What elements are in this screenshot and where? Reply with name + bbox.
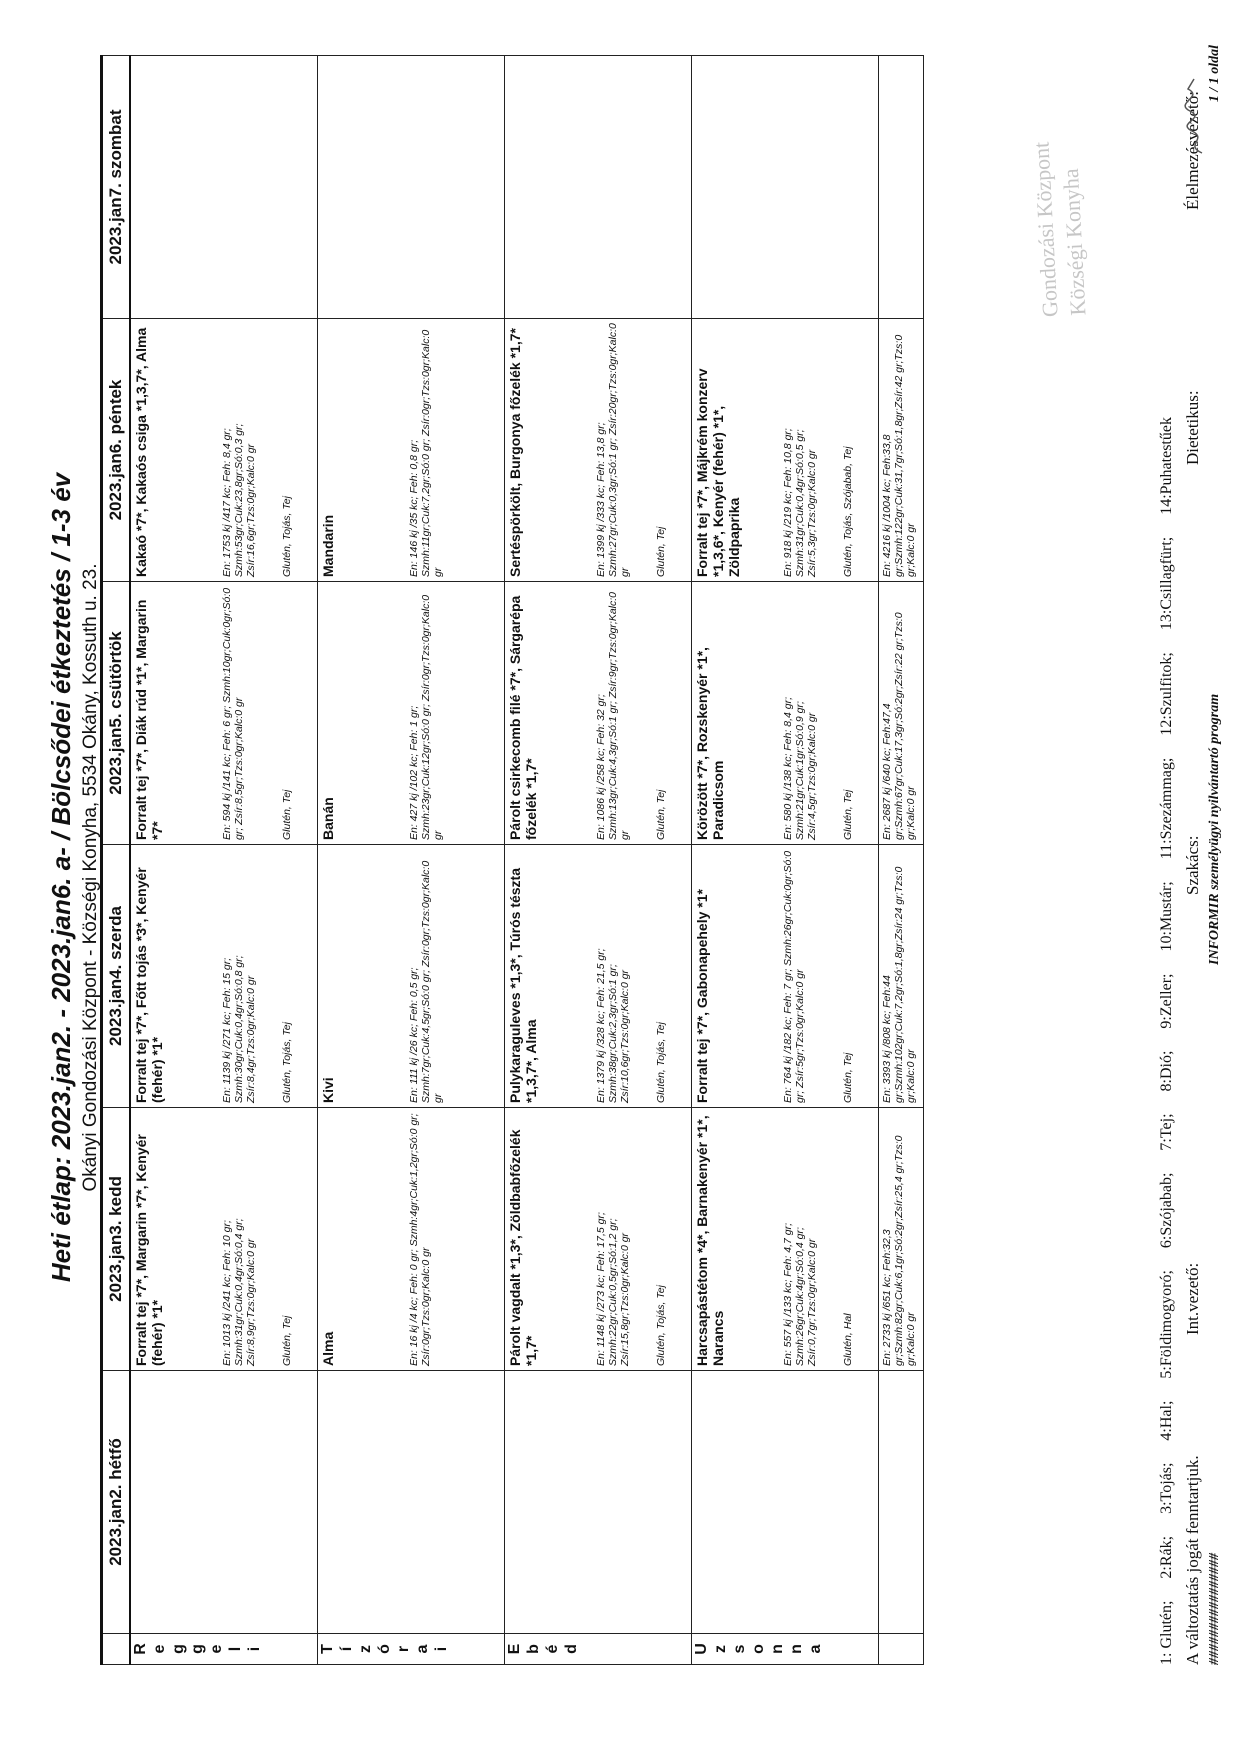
stamp-line: Gondozási Központ [1028,141,1063,318]
allergen-legend-item: 12:Szulfitok; [1158,652,1175,736]
meal-label-letter: ó [376,1644,393,1654]
daily-total-cell [879,582,924,845]
allergen-list: Glutén, Tojás, Tej [281,496,293,577]
menu-cell [692,1108,879,1371]
daily-total-cell [879,845,924,1108]
menu-cell [505,582,692,845]
daily-total-cell [879,1108,924,1371]
dish-name: Kakaó *7*, Kakaós csiga *1,3,7*, Alma [133,327,149,577]
nutrition-info: En: 1753 kj /417 kc; Feh: 8,4 gr; Szmh:53gr;Cuk:23,8gr;Só:0,3 gr; Zsír:16,6gr;Tzs:0gr;Kalc:0 gr [221,423,257,577]
allergen-list: Glutén, Tojás, Tej [281,1022,293,1103]
meal-row [130,56,318,1665]
nutrition-info: En: 1139 kj /271 kc; Feh: 15 gr; Szmh:30gr;Cuk:0,4gr;Só:0,8 gr; Zsír:8,4gr;Tzs:0gr;Kalc:0 gr [221,955,257,1103]
allergen-legend [1158,45,1176,1665]
totals-row [879,56,924,1665]
meal-label-letter: E [506,1643,523,1655]
meal-label-letter: o [750,1644,767,1654]
nutrition-info: En: 557 kj /133 kc; Feh: 4,7 gr; Szmh:26gr;Cuk:4gr;Só:0,4 gr; Zsír:0,7gr;Tzs:0gr;Kalc:0 gr [782,1223,818,1366]
meal-label-letter: a [414,1644,431,1654]
menu-cell [130,845,318,1108]
dish-name: Banán [320,797,336,840]
daily-total: En: 4216 kj /1004 kc; Feh:33,8 gr;Szmh:122gr;Cuk:31,7gr;Só:1,8gr;Zsír:42 gr;Tzs:0 gr;Kalc:0 gr [881,334,917,577]
nutrition-info: En: 1379 kj /328 kc; Feh: 21,5 gr; Szmh:38gr;Cuk:2,3gr;Só:1 gr; Zsír:10,6gr;Tzs:0gr;Kalc:0 gr [595,948,631,1103]
meal-label-letter: a [807,1644,824,1654]
nutrition-info: En: 111 kj /26 kc; Feh: 0,5 gr; Szmh:7gr;Cuk:4,5gr;Só:0 gr; Zsír:0gr;Tzs:0gr;Kalc:0 gr [408,860,444,1103]
allergen-list: Glutén, Tej [281,789,293,840]
allergen-legend-item: 9:Zeller; [1158,973,1175,1029]
allergen-list: Glutén, Tej [281,1315,293,1366]
menu-cell [692,1371,879,1634]
day-header: 2023.jan2. hétfő [102,1371,131,1634]
menu-cell [505,1371,692,1634]
allergen-legend-item: 11:Szezámmag; [1158,757,1175,860]
allergen-list: Glutén, Tojás, Tej [655,1285,667,1366]
nutrition-info: En: 1148 kj /273 kc; Feh: 17,5 gr; Szmh:22gr;Cuk:0,5gr;Só:1,2 gr; Zsír:15,8gr;Tzs:0gr;Kalc:0 gr [595,1212,631,1366]
nutrition-info: En: 427 kj /102 kc; Feh: 1 gr; Szmh:23gr;Cuk:12gr;Só:0 gr; Zsír:0gr;Tzs:0gr;Kalc:0 gr [408,594,444,840]
menu-cell [130,56,318,319]
meal-label-letter: é [544,1644,561,1654]
menu-cell [505,319,692,582]
dish-name: Párolt vagdalt *1,3*, Zöldbabfőzelék *1,7* [507,1129,539,1366]
meal-label [692,1634,879,1665]
menu-cell [318,845,505,1108]
meal-label-letter: e [208,1644,225,1654]
dish-name: Kivi [320,1077,336,1103]
dish-name: Körözött *7*, Rozskenyér *1*, Paradicsom [694,647,726,840]
day-header: 2023.jan7. szombat [102,56,131,319]
menu-cell [318,56,505,319]
daily-total [879,56,883,318]
day-header: 2023.jan4. szerda [102,845,131,1108]
dish-name: Harcsapástétom *4*, Barnakenyér *1*, Narancs [694,1115,726,1366]
menu-cell [130,582,318,845]
meal-label-letter: U [693,1643,710,1655]
meal-label-letter: T [319,1644,336,1654]
meal-label [318,1634,505,1665]
elelmezesvezeto-label: Élelmezésvezető: [1183,91,1202,210]
dish-name: Pulykaraguleves *1,3*, Túrós tészta *1,3,7*, Alma [507,868,539,1103]
day-header-row [102,56,131,1665]
totals-label-cell [879,1634,924,1665]
allergen-list: Glutén, Tej [655,789,667,840]
menu-cell [692,319,879,582]
menu-cell [318,1108,505,1371]
meal-label-letter: g [170,1644,187,1654]
stamp-line: Községi Konyha [1057,167,1091,317]
allergen-legend-item: 4:Hal; [1158,1400,1175,1441]
meal-label-letter: e [151,1644,168,1654]
change-note: A változtatás jogát fenntartjuk. [1183,1455,1202,1665]
nutrition-info: En: 918 kj /219 kc; Feh: 10,8 gr; Szmh:31gr;Cuk:0,4gr;Só:0,5 gr; Zsír:5,3gr;Tzs:0gr;Kalc:0 gr [782,428,818,577]
meal-label-letter: l [227,1646,244,1652]
page-number: 1 / 1 oldal [1207,45,1222,103]
nutrition-info: En: 1086 kj /258 kc; Feh: 32 gr; Szmh:13gr;Cuk:4,3gr;Só:1 gr; Zsír:9gr;Tzs:0gr;Kalc:0 gr [595,591,631,840]
allergen-legend-item: 7:Tej; [1158,1113,1175,1151]
dish-name: Mandarin [320,514,336,577]
meal-label-letter: s [731,1644,748,1654]
allergen-list: Glutén, Tej [655,526,667,577]
dish-name: Forralt tej *7*, Diák rúd *1*, Margarin *7* [133,599,165,840]
meal-label-letter: z [712,1645,729,1653]
meal-label [505,1634,692,1665]
allergen-list: Glutén, Tej [842,1052,854,1103]
nutrition-info: En: 580 kj /138 kc; Feh: 8,4 gr; Szmh:21gr;Cuk:1gr;Só:0,9 gr; Zsír:4,5gr;Tzs:0gr;Kalc:0 gr [782,697,818,840]
allergen-list: Glutén, Tojás, Tej [655,1022,667,1103]
meal-label-letter: n [788,1644,805,1654]
daily-total: En: 2687 kj /640 kc; Feh:47,4 gr;Szmh:67gr;Cuk:17,3gr;Só:2gr;Zsír:22 gr;Tzs:0 gr;Kalc:0 gr [881,612,917,840]
meal-label-letter: R [132,1643,149,1655]
meal-row [505,56,692,1665]
menu-cell [505,845,692,1108]
menu-cell [505,1108,692,1371]
allergen-legend-item: 10:Mustár; [1158,881,1175,952]
allergen-list: Glutén, Hal [842,1313,854,1366]
menu-cell [130,1108,318,1371]
nutrition-info: En: 16 kj /4 kc; Feh: 0 gr; Szmh:4gr;Cuk:1,2gr;Só:0 gr; Zsír:0gr;Tzs:0gr;Kalc:0 gr [408,1113,432,1366]
allergen-legend-item: 13:Csillagfürt; [1158,536,1175,631]
meal-label-letter: r [395,1645,412,1653]
daily-total-cell [879,1371,924,1634]
menu-cell [130,319,318,582]
allergen-list: Glutén, Tojás, Szójabab, Tej [842,446,854,577]
corner-cell [102,1634,131,1665]
institution-stamp [1024,62,1147,317]
menu-body [130,56,924,1665]
meal-row [692,56,879,1665]
menu-cell [318,582,505,845]
allergen-legend-item: 5:Földimogyoró; [1158,1270,1175,1379]
nutrition-info: En: 146 kj /35 kc; Feh: 0,8 gr; Szmh:11gr;Cuk:7,2gr;Só:0 gr; Zsír:0gr;Tzs:0gr;Kalc:0 gr [408,329,444,577]
meal-label-letter: i [246,1646,263,1652]
dish-name: Párolt csirkecomb filé *7*, Sárgarépa főzelék *1,7* [507,595,539,840]
weekly-menu-table [100,55,924,1665]
program-name: INFORMIR személyügyi nyilvántartó program [1207,693,1222,965]
nutrition-info: En: 594 kj /141 kc; Feh: 6 gr; Szmh:10gr;Cuk:0gr;Só:0 gr; Zsír:8,5gr;Tzs:0gr;Kalc:0 gr [221,587,245,840]
nutrition-info: En: 764 kj /182 kc; Feh: 7 gr; Szmh:26gr;Cuk:0gr;Só:0 gr; Zsír:5gr;Tzs:0gr;Kalc:0 gr [782,850,806,1103]
hash-marks: ################ [1207,1553,1222,1665]
menu-cell [692,56,879,319]
daily-total-cell [879,56,924,319]
page-title: Heti étlap: 2023.jan2. - 2023.jan6. a- / Bölcsődei étkeztetés / 1-3 év [46,472,76,1283]
nutrition-info: En: 1013 kj /241 kc; Feh: 10 gr; Szmh:31gr;Cuk:0,4gr;Só:0,4 gr; Zsír:8,9gr;Tzs:0gr;Kalc:0 gr [221,1218,257,1366]
meal-label [130,1634,318,1665]
dish-name: Forralt tej *7*, Főtt tojás *3*, Kenyér (fehér) *1* [133,867,165,1103]
dish-name: Forralt tej *7*, Gabonapehely *1* [694,889,710,1103]
allergen-legend-item: 3:Tojás; [1158,1462,1175,1514]
menu-cell [130,1371,318,1634]
menu-cell [505,56,692,319]
meal-label-letter: í [338,1646,355,1652]
daily-total: En: 2733 kj /651 kc; Feh:32,3 gr;Szmh:82gr;Cuk:6,1gr;Só:2gr;Zsír:25,4 gr;Tzs:0 gr;Kalc:0 gr [881,1135,917,1366]
meal-label-letter: d [563,1644,580,1654]
allergen-legend-item: 2:Rák; [1158,1535,1175,1579]
meal-label-letter: i [433,1646,450,1652]
meal-label-letter: g [189,1644,206,1654]
daily-total-cell [879,319,924,582]
allergen-list: Glutén, Tej [842,789,854,840]
menu-cell [318,319,505,582]
day-header: 2023.jan5. csütörtök [102,582,131,845]
day-header: 2023.jan6. péntek [102,319,131,582]
int-vezeto-label: Int.vezető: [1183,1262,1202,1335]
dietetikus-label: Dietetikus: [1183,390,1202,465]
dish-name: Sertéspörkölt, Burgonya főzelék *1,7* [507,328,523,577]
allergen-legend-item: 1: Glutén; [1158,1600,1175,1665]
menu-cell [692,845,879,1108]
dish-name: Forralt tej *7*, Margarin *7*, Kenyér (fehér) *1* [133,1134,165,1366]
meal-label-letter: z [357,1645,374,1653]
signature-scribble [1180,75,1210,155]
allergen-legend-item: 8:Dió; [1158,1050,1175,1092]
allergen-legend-item: 6:Szójabab; [1158,1172,1175,1249]
menu-cell [318,1371,505,1634]
day-header: 2023.jan3. kedd [102,1108,131,1371]
daily-total [879,1371,883,1633]
page-subtitle: Okányi Gondozási Központ - Községi Konyha, 5534 Okány, Kossuth u. 23. [80,563,101,1192]
meal-label-letter: n [769,1644,786,1654]
allergen-legend-item: 14:Puhatestűek [1158,417,1175,515]
dish-name: Forralt tej *7*, Májkrém konzerv *1,3,6*, Kenyér (fehér) *1*, Zöldpaprika [694,368,742,577]
meal-row [318,56,505,1665]
meal-label-letter: b [525,1644,542,1654]
szakacs-label: Szakács: [1183,835,1202,895]
nutrition-info: En: 1399 kj /333 kc; Feh: 13,8 gr; Szmh:27gr;Cuk:0,3gr;Só:1 gr; Zsír:20gr;Tzs:0gr;Kalc:0 gr [595,323,631,577]
dish-name: Alma [320,1331,336,1366]
menu-cell [692,582,879,845]
daily-total: En: 3393 kj /808 kc; Feh:44 gr;Szmh:102gr;Cuk:7,2gr;Só:1,8gr;Zsír:24 gr;Tzs:0 gr;Kalc:0 gr [881,866,917,1103]
